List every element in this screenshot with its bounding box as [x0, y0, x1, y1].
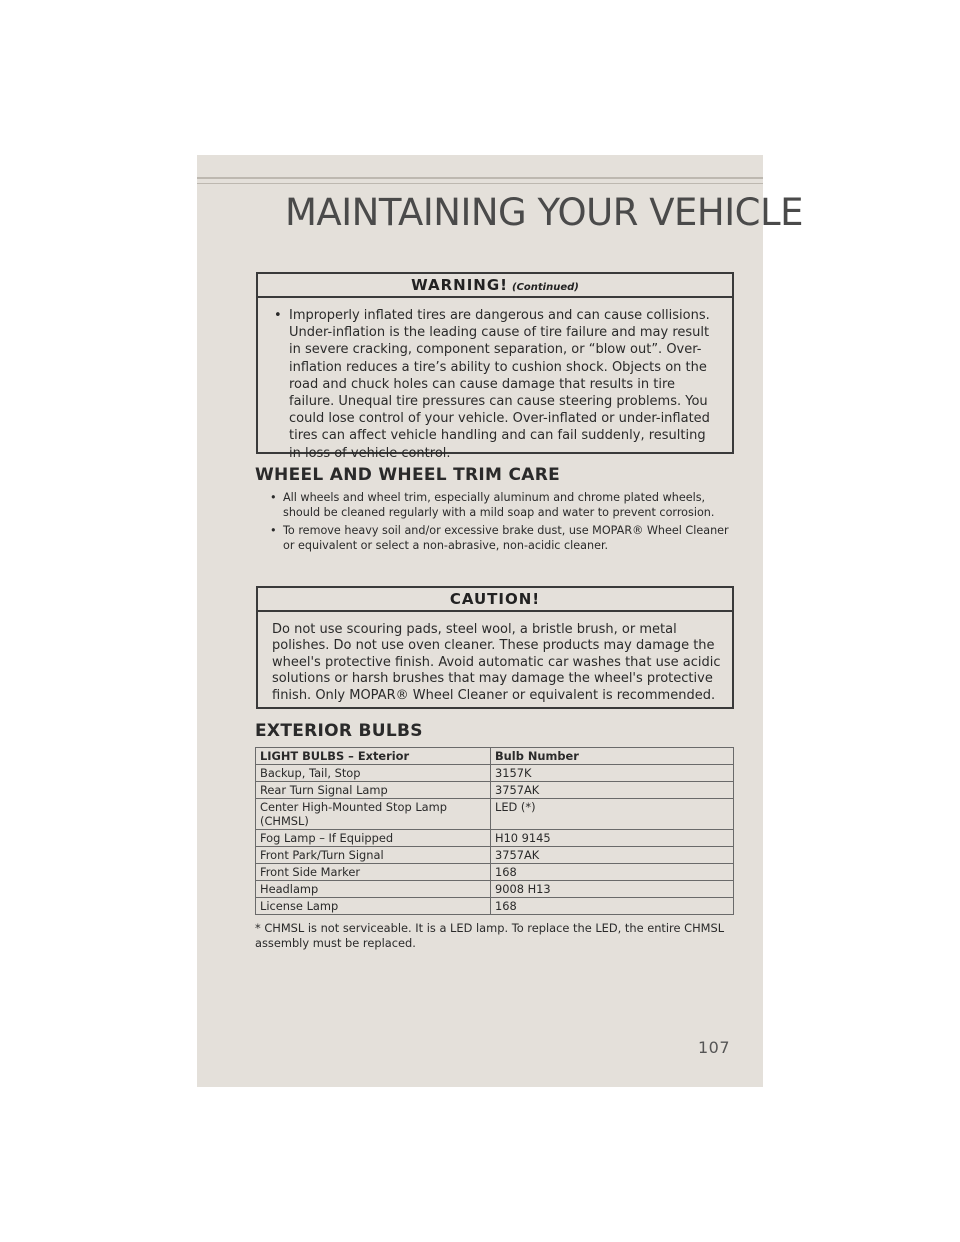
manual-page — [197, 155, 803, 1087]
column-header: Bulb Number — [491, 748, 734, 765]
warning-header — [258, 274, 732, 298]
table-cell: 3757AK — [491, 782, 734, 799]
table-cell: 168 — [491, 864, 734, 881]
table-cell: 3157K — [491, 765, 734, 782]
table-cell: License Lamp — [256, 898, 491, 915]
table-cell: 9008 H13 — [491, 881, 734, 898]
wheel-care-heading: WHEEL AND WHEEL TRIM CARE — [255, 465, 561, 485]
section-title: MAINTAINING YOUR VEHICLE — [285, 191, 803, 234]
table-cell: 168 — [491, 898, 734, 915]
table-row — [256, 765, 734, 782]
table-cell: LED (*) — [491, 799, 734, 830]
bullet: • — [274, 308, 282, 323]
table-cell: Fog Lamp – If Equipped — [256, 830, 491, 847]
table-cell: Backup, Tail, Stop — [256, 765, 491, 782]
list-item-text: To remove heavy soil and/or excessive brake dust, use MOPAR® Wheel Cleaner or equivalent or select a non-abrasive, non-acidic cleaner. — [283, 524, 729, 552]
wheel-care-list — [268, 491, 738, 557]
warning-body — [258, 298, 732, 462]
caution-title: CAUTION! — [258, 588, 732, 612]
bullet: • — [270, 524, 277, 538]
table-row — [256, 799, 734, 830]
header-rule-thin — [197, 183, 763, 184]
list-item-text: All wheels and wheel trim, especially aluminum and chrome plated wheels, should be cleaned regularly with a mild soap and water to prevent corrosion. — [283, 491, 715, 519]
exterior-bulbs-heading: EXTERIOR BULBS — [255, 721, 423, 741]
table-cell: Front Side Marker — [256, 864, 491, 881]
table-cell: Front Park/Turn Signal — [256, 847, 491, 864]
list-item — [268, 491, 738, 520]
table-row — [256, 864, 734, 881]
column-header: LIGHT BULBS – Exterior — [256, 748, 491, 765]
warning-box — [256, 272, 734, 461]
table-cell: Center High-Mounted Stop Lamp (CHMSL) — [256, 799, 491, 830]
caution-text: Do not use scouring pads, steel wool, a bristle brush, or metal polishes. Do not use oven cleaner. These products may damage the wheel's protective finish. Avoid automatic car washes that use acidic solutions or harsh brushes that may damage the wheel's protective finish. Only MOPAR® Wheel Cleaner or equivalent is recommended. — [272, 622, 721, 703]
list-item — [268, 524, 738, 553]
footnote: * CHMSL is not serviceable. It is a LED lamp. To replace the LED, the entire CHMSL assembly must be replaced. — [255, 921, 725, 950]
warning-continued: (Continued) — [512, 282, 579, 293]
bullet: • — [270, 491, 277, 504]
table-cell: Rear Turn Signal Lamp — [256, 782, 491, 799]
bulb-table — [255, 747, 734, 915]
header-rule — [197, 177, 763, 179]
page-number: 107 — [697, 1038, 730, 1057]
table-row — [256, 782, 734, 799]
table-cell: Headlamp — [256, 881, 491, 898]
table-row — [256, 881, 734, 898]
table-cell: 3757AK — [491, 847, 734, 864]
table-row — [256, 847, 734, 864]
caution-box — [256, 586, 734, 709]
table-cell: H10 9145 — [491, 830, 734, 847]
warning-title: WARNING! — [411, 276, 508, 294]
table-row — [256, 830, 734, 847]
table-header-row — [256, 748, 734, 765]
table-row — [256, 898, 734, 915]
warning-text: Improperly inflated tires are dangerous and can cause collisions. Under-inflation is the leading cause of tire failure and may result in severe cracking, component separation, or “blow out”. Over-inflation reduces a tire’s ability to cushion shock. Objects on the road and chuck holes can cause damage that results in tire failure. Unequal tire pressures can cause steering problems. You could lose control of your vehicle. Over-inflated or under-inflated tires can affect vehicle handling and can fail suddenly, resulting in loss of vehicle control. — [289, 308, 710, 461]
